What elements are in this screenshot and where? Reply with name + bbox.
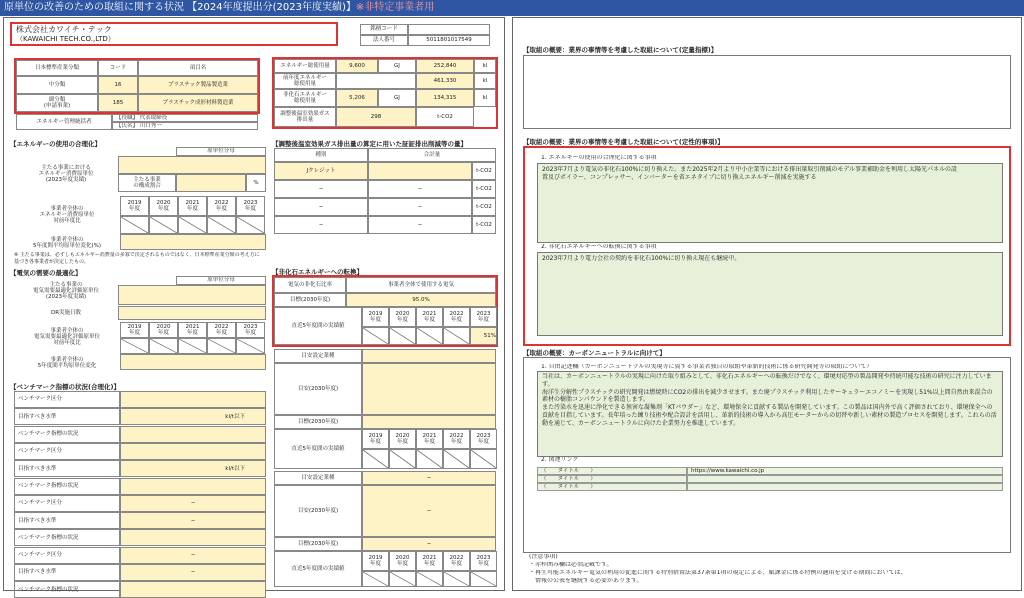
s5-setting-label-2: 目安設定業種 (274, 471, 362, 485)
s5b-year-0: 2019 年度 (362, 429, 389, 449)
s5b-year-val-1 (389, 449, 416, 469)
s5a-year-3: 2022 年度 (443, 307, 470, 327)
s5-target-goal-value (362, 415, 496, 429)
s5a-year-val-2 (416, 327, 443, 345)
s1-year-4: 2023 年度 (236, 196, 265, 216)
s5c-year-val-4 (470, 571, 497, 587)
s2-main-value (118, 285, 266, 305)
corp-number: 5011801017549 (408, 35, 490, 46)
mid-class-code: 16 (98, 76, 138, 94)
s1-year-1: 2020 年度 (149, 196, 178, 216)
s5a-year-val-0 (362, 327, 389, 345)
credit-unit-1: t-CO2 (472, 180, 496, 198)
s5c-year-1: 2020 年度 (389, 551, 416, 571)
s2-year-val-3 (207, 338, 236, 354)
credit-kind-3: − (274, 216, 368, 234)
r3-heading-1: 1. 自由記述欄（カーボンニュートラルの実現等に資する事業者独自の取組や革新的技術に係る研究開発等の取組について） (541, 364, 873, 370)
bm-value-1: kl/t以下 (120, 408, 266, 425)
unit-gj-2: GJ (378, 89, 416, 107)
bm-label-7: 目指すべき水準 (14, 512, 120, 529)
energy-total-kl: 252,840 (416, 59, 474, 73)
notes-line-1: ・赤枠囲み欄は必須記載です。 (529, 562, 613, 568)
prev-energy-blank (336, 73, 416, 89)
s1-year-0: 2019 年度 (120, 196, 149, 216)
s1-five-year-value (120, 234, 266, 250)
ghg-unit: t-CO2 (416, 107, 474, 127)
s5b-year-3: 2022 年度 (443, 429, 470, 449)
s5-title: 【非化石エネルギーへの転換】 (272, 268, 363, 276)
page-banner (0, 0, 1024, 16)
s2-gentan: 原単位分母 (176, 276, 266, 285)
bm-value-2 (120, 426, 266, 443)
s1-avg-label: 事業者全体の エネルギー消費原単位 対前年度比 (39, 205, 95, 225)
bm-label-10: 目指すべき水準 (14, 564, 120, 581)
s5-target-mid-label: 目安(2030年度) (274, 363, 362, 415)
prev-energy-label: 前年度エネルギー 総使用量 (274, 73, 336, 89)
s5-target-value: 95.0% (346, 293, 496, 307)
s2-year-val-4 (236, 338, 265, 354)
notes-line-3: 情報の公表を継続する必要があります。 (529, 578, 643, 584)
s1-year-val-0 (120, 216, 149, 234)
r2-heading-1: 1. エネルギーの使用の合理化に関する事項 (541, 155, 657, 161)
s5-target-goal-label: 目標(2030年度) (274, 415, 362, 429)
link-url-2 (687, 483, 1003, 491)
unit-kl-3: kl (474, 89, 496, 107)
r2-box-2 (537, 252, 1003, 336)
s2-year-val-1 (149, 338, 178, 354)
s5c-year-3: 2022 年度 (443, 551, 470, 571)
company-name-en: （KAWAICHI TECH.CO.,LTD） (16, 35, 115, 43)
s2-dr-label: DR実施日数 (50, 309, 82, 316)
s3-title: 【ベンチマーク指標の状況(合理化)】 (10, 383, 120, 391)
bm-label-1: 目指すべき水準 (14, 408, 120, 425)
link-title-1: （ タイトル ） (537, 475, 687, 483)
s5-recent-label-2: 直近5年度間の実績値 (274, 429, 362, 469)
banner-title: 原単位の改善のための取組に関する状況 【2024年度提出分(2023年度実績)】 (4, 2, 356, 13)
ghg-label: 調整後温室効果ガス 排出量 (274, 107, 336, 127)
r3-heading-2: 2. 関連リンク (541, 457, 579, 463)
s2-avg-label: 事業者全体の 電気需要最適化評価原単位 対前年度比 (33, 327, 100, 347)
s2-year-0: 2019 年度 (120, 322, 149, 338)
s2-title: 【電気の需要の最適化】 (10, 269, 82, 277)
r3-body: 当社は、カーボンニュートラルの実現に向けた取り組みとして、非化石エネルギーへの転換だけでなく、環境対応型の製品開発や持続可能な技術の研究に注力しています。 海洋生分解性プラスチックの研究開発は燃焼時にCO2の排出を減少させます。また廃プラスチック利用したサーキュラーエコノミーを実現し51%以上間自然由来混合の素材の樹脂コンパウンドを製造します。 また汚染水を迅速に浄化できる無害な凝集剤「KTパウダー」など、環境保全に貢献する製品を開発しています。この製品は国内外で高く評価されており、環境保全への貢献を目指しています。長年培った練り技術や配合設計を活用し、革新的技術の導入から高圧モーターからの切替や新しい素材の製造プロセスを開発します。これらの活動を通じて、カーボンニュートラルに向けた企業努力を推進しています。 (542, 373, 997, 427)
s5a-year-val-1 (389, 327, 416, 345)
r2-heading-2: 2. 非化石エネルギーへの転換に関する事項 (541, 244, 657, 250)
r1-title: 【取組の概要：業界の事情等を考慮した取組について(定量指標)】 (523, 46, 718, 54)
industry-code-header: コード (98, 60, 138, 76)
s5-target-mid-label-2: 目安(2030年度) (274, 485, 362, 537)
s5-ratio-label: 電気の非化石比率 (274, 277, 346, 293)
s5c-year-4: 2023 年度 (470, 551, 497, 571)
bm-value-9: − (120, 547, 266, 564)
s5-target-goal-label-2: 目標(2030年度) (274, 537, 362, 551)
s5c-year-val-3 (443, 571, 470, 587)
credit-kind-2: − (274, 198, 368, 216)
s4-title: 【調整後温室効果ガス排出量の算定に用いた証証排出削減等の量】 (272, 140, 467, 148)
s1-composition-label: 主たる事業 の構成割合 (118, 174, 176, 192)
s5-target-label: 目標(2030年度) (274, 293, 346, 307)
s1-note: ※ 主たる事業は、必ずしもエネルギー消費量の多寡で決定されるものではなく、日本標準産業分類の考え方に基づき各事業者が決定したもの。 (14, 252, 260, 265)
s5-used-header: 事業者全体で使用する電気 (346, 277, 496, 293)
notes-title: (注意事項) (529, 554, 558, 560)
notes-line-2: ・再生可能エネルギー電気の利用の促進に関する特別措置法第37条第1項の規定による、賦課金に係る特例の適用を受ける期間においては、 (529, 570, 907, 576)
bm-label-4: 目指すべき水準 (14, 460, 120, 477)
s5a-year-val-4: 51% (470, 327, 497, 345)
energy-manager-name: 【氏名】 川口秀一 (112, 122, 258, 130)
s2-main-label: 主たる事業の 電気需要最適化評価原単位 (2023年度実績) (32, 281, 99, 301)
s5a-year-4: 2023 年度 (470, 307, 497, 327)
right-sheet (512, 17, 1022, 591)
energy-manager-post: 【役職】 代表取締役 (112, 114, 258, 122)
energy-total-gj: 9,600 (336, 59, 378, 73)
bm-label-6: ベンチマーク区分 (14, 495, 120, 512)
s5b-year-1: 2020 年度 (389, 429, 416, 449)
s5-recent-label-3: 直近5年度間の実績値 (274, 551, 362, 587)
industry-name-header: 項目名 (138, 60, 258, 76)
small-class-name: プラスチック成形材料製造業 (138, 94, 258, 112)
s5c-year-val-1 (389, 571, 416, 587)
bm-value-6: − (120, 495, 266, 512)
left-sheet (3, 17, 505, 591)
r2-body-1: 2023年7月より電気の非化石100%に切り換えた。また2025年2月より中小企業等における排出量取引削減のモデル事業補助金を利用し太陽光パネルの設置及びボイラー、コンプレッサー、インバーターを省エネタイプに切り換えエネルギー削減を実施する (542, 166, 958, 181)
s5b-year-val-0 (362, 449, 389, 469)
bm-label-5: ベンチマーク指標の状況 (14, 478, 120, 495)
unit-kl-2: kl (474, 73, 496, 89)
s1-title: 【エネルギーの使用の合理化】 (10, 140, 101, 148)
s5-target-mid-value-2: − (362, 485, 496, 537)
company-name: 株式会社カワイチ・テック (16, 25, 112, 34)
s2-year-3: 2022 年度 (207, 322, 236, 338)
s5-target-mid-value (362, 363, 496, 415)
s5a-year-val-3 (443, 327, 470, 345)
link-url-1 (687, 475, 1003, 483)
bm-value-5 (120, 478, 266, 495)
code-label: 銘柄コード (360, 24, 408, 35)
bm-value-4: kl/t以下 (120, 460, 266, 477)
s1-year-val-1 (149, 216, 178, 234)
bm-value-3 (120, 443, 266, 460)
r2-body-2: 2023年7月より電力会社の契約を非化石100%に切り換え現在も継続中。 (542, 255, 741, 262)
s2-year-2: 2021 年度 (178, 322, 207, 338)
unit-kl: kl (474, 59, 496, 73)
s2-five-year-label: 事業者全体の 5年度間平均原単位変化 (37, 356, 97, 369)
code-value (408, 24, 490, 35)
s2-year-1: 2020 年度 (149, 322, 178, 338)
s5-setting-value-2: − (362, 471, 496, 485)
s5a-year-0: 2019 年度 (362, 307, 389, 327)
nonfossil-label: 非化石エネルギー 総使用量 (274, 89, 336, 107)
credit-value-2: − (368, 198, 472, 216)
credit-value-1: − (368, 180, 472, 198)
link-url-0: https://www.kawaichi.co.jp (687, 467, 1003, 475)
s5c-year-val-2 (416, 571, 443, 587)
s2-year-val-2 (178, 338, 207, 354)
link-title-0: （ タイトル ） (537, 467, 687, 475)
bm-value-11 (120, 581, 266, 598)
s1-year-val-2 (178, 216, 207, 234)
nonfossil-gj: 5,206 (336, 89, 378, 107)
s2-year-4: 2023 年度 (236, 322, 265, 338)
corp-label: 法人番号 (360, 35, 408, 46)
bm-label-2: ベンチマーク指標の状況 (14, 426, 120, 443)
mid-class-name: プラスチック製品製造業 (138, 76, 258, 94)
s5b-year-val-2 (416, 449, 443, 469)
bm-value-0 (120, 391, 266, 408)
credit-kind-1: − (274, 180, 368, 198)
s2-five-year-value (120, 354, 266, 370)
mid-class-label: 中分類 (16, 76, 98, 94)
s1-year-2: 2021 年度 (178, 196, 207, 216)
s5b-year-2: 2021 年度 (416, 429, 443, 449)
energy-manager-label: エネルギー管理統括者 (16, 114, 112, 130)
s1-year-3: 2022 年度 (207, 196, 236, 216)
bm-label-9: ベンチマーク区分 (14, 547, 120, 564)
s1-year-val-3 (207, 216, 236, 234)
s1-main-value (118, 156, 266, 174)
credit-value-3: − (368, 216, 472, 234)
credit-unit-0: t-CO2 (472, 162, 496, 180)
s5a-year-2: 2021 年度 (416, 307, 443, 327)
r3-title: 【取組の概要：カーボンニュートラルに向けて】 (523, 349, 666, 357)
energy-total-label: エネルギー総使用量 (274, 59, 336, 73)
s5-setting-value (362, 349, 496, 363)
s1-composition-value (176, 174, 246, 192)
s5c-year-0: 2019 年度 (362, 551, 389, 571)
r2-title: 【取組の概要：業界の事情等を考慮した取組について(定性的事項)】 (523, 138, 724, 146)
s2-dr-value (118, 306, 266, 320)
credit-unit-3: t-CO2 (472, 216, 496, 234)
s2-year-val-0 (120, 338, 149, 354)
s4-kind-header: 種別 (274, 148, 368, 162)
s1-main-label: 主たる事業における エネルギー消費原単位 (2023年度実績) (38, 164, 94, 184)
s1-five-year-label: 事業者全体の 5年度間平均原単位変化(%) (32, 236, 102, 249)
s5-target-goal-value-2: − (362, 537, 496, 551)
r2-box-1 (537, 163, 1003, 243)
s5b-year-4: 2023 年度 (470, 429, 497, 449)
credit-value-0 (368, 162, 472, 180)
bm-label-11: ベンチマーク指標の状況 (14, 581, 120, 598)
s1-gentan: 原単位分母 (176, 147, 266, 156)
r1-box (523, 55, 1011, 129)
s5c-year-2: 2021 年度 (416, 551, 443, 571)
nonfossil-kl: 134,315 (416, 89, 474, 107)
bm-value-10: − (120, 564, 266, 581)
s5-recent-label: 直近5年度間の実績値 (274, 307, 362, 345)
ghg-value: 298 (336, 107, 416, 127)
s5b-year-val-3 (443, 449, 470, 469)
bm-label-3: ベンチマーク区分 (14, 443, 120, 460)
banner-note: ※非特定事業者用 (355, 2, 435, 13)
s5b-year-val-4 (470, 449, 497, 469)
r3-body-box (537, 371, 1003, 457)
s5-setting-label: 目安設定業種 (274, 349, 362, 363)
small-class-label: 細分類 (申請事業) (16, 94, 98, 112)
s1-year-val-4 (236, 216, 265, 234)
industry-title: 日本標準産業分類 (16, 60, 98, 76)
prev-energy-kl: 461,330 (416, 73, 474, 89)
s5a-year-1: 2020 年度 (389, 307, 416, 327)
bm-label-8: ベンチマーク指標の状況 (14, 529, 120, 546)
s5c-year-val-0 (362, 571, 389, 587)
bm-value-7: − (120, 512, 266, 529)
small-class-code: 185 (98, 94, 138, 112)
s4-sum-header: 合計量 (368, 148, 496, 162)
bm-label-0: ベンチマーク区分 (14, 391, 120, 408)
s1-pct-unit: % (246, 174, 266, 192)
link-title-2: （ タイトル ） (537, 483, 687, 491)
credit-unit-2: t-CO2 (472, 198, 496, 216)
bm-value-8 (120, 529, 266, 546)
credit-kind-0: Jクレジット (274, 162, 368, 180)
unit-gj: GJ (378, 59, 416, 73)
